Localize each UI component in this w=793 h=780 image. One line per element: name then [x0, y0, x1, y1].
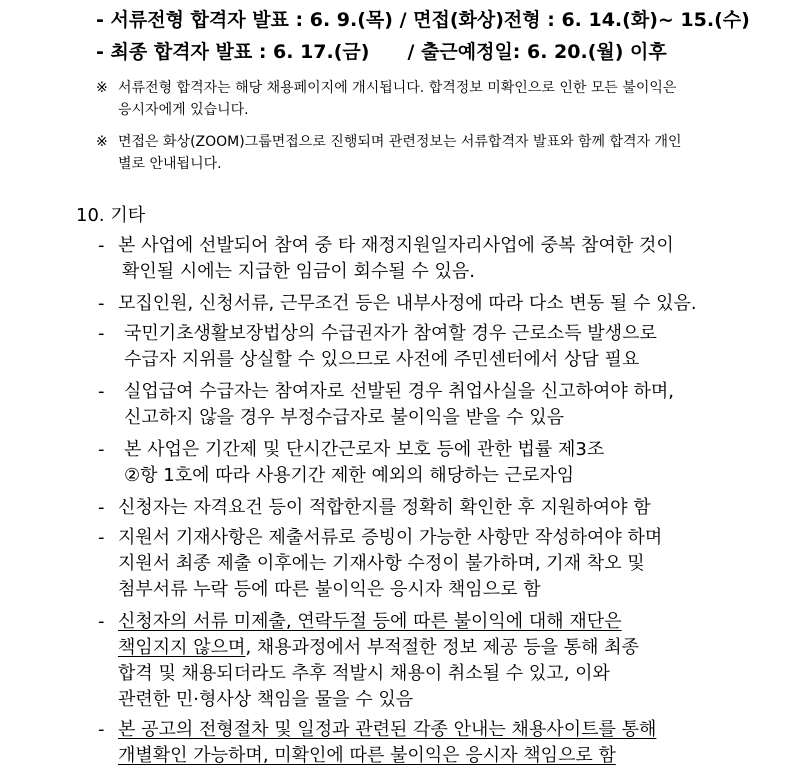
item-8-line-1: 신청자의 서류 미제출, 연락두절 등에 따른 불이익에 대해 재단은: [118, 611, 622, 632]
item-8-line-4: 관련한 민·형사상 책임을 물을 수 있음: [118, 689, 414, 710]
item-9-line-1: 본 공고의 전형절차 및 일정과 관련된 각종 안내는 채용사이트를 통해: [118, 719, 657, 740]
item-1-line-2: 확인될 시에는 지급한 임금이 회수될 수 있음.: [122, 261, 476, 282]
list-dash: -: [98, 497, 105, 518]
item-9-line-2: 개별확인 가능하며, 미확인에 따른 불이익은 응시자 책임으로 함: [118, 745, 616, 766]
item-7-line-1: 지원서 기재사항은 제출서류로 증빙이 가능한 사항만 작성하여야 하며: [118, 527, 663, 548]
item-1-line-1: 본 사업에 선발되어 참여 중 타 재정지원일자리사업에 중복 참여한 것이: [118, 235, 674, 256]
list-dash: -: [98, 611, 105, 632]
list-dash: -: [98, 293, 105, 314]
item-8-underlined-part: 책임지지 않으며: [118, 637, 246, 658]
list-dash: -: [98, 235, 105, 256]
item-7-line-3: 첨부서류 누락 등에 따른 불이익은 응시자 책임으로 함: [118, 579, 541, 600]
note-mark-1: ※: [96, 80, 108, 96]
item-5-line-1: 본 사업은 기간제 및 단시간근로자 보호 등에 관한 법률 제3조: [124, 439, 605, 460]
item-7-line-2: 지원서 최종 제출 이후에는 기재사항 수정이 불가하며, 기재 착오 및: [118, 553, 645, 574]
list-dash: -: [98, 439, 105, 460]
note-mark-2: ※: [96, 134, 108, 150]
list-dash: -: [98, 527, 105, 548]
item-8-rest: , 채용과정에서 부적절한 정보 제공 등을 통해 최종: [245, 637, 639, 658]
item-4-line-1: 실업급여 수급자는 참여자로 선발된 경우 취업사실을 신고하여야 하며,: [124, 381, 675, 402]
item-6-line-1: 신청자는 자격요건 등이 적합한지를 정확히 확인한 후 지원하여야 함: [118, 497, 651, 518]
item-2-line-1: 모집인원, 신청서류, 근무조건 등은 내부사정에 따라 다소 변동 될 수 있음.: [118, 293, 697, 314]
list-dash: -: [98, 323, 105, 344]
list-dash: -: [98, 381, 105, 402]
item-5-line-2: ②항 1호에 따라 사용기간 제한 예외의 해당하는 근로자임: [124, 465, 575, 486]
schedule-line-1: - 서류전형 합격자 발표 : 6. 9.(목) / 면접(화상)전형 : 6. 14.(화)~ 15.(수): [96, 9, 750, 31]
section-heading: 10. 기타: [76, 205, 146, 226]
note-2-line-2: 별로 안내됩니다.: [118, 156, 222, 172]
schedule-line-2: - 최종 합격자 발표 : 6. 17.(금) / 출근예정일: 6. 20.(월) 이후: [96, 41, 667, 63]
list-dash: -: [98, 719, 105, 740]
item-3-line-1: 국민기초생활보장법상의 수급권자가 참여할 경우 근로소득 발생으로: [124, 323, 657, 344]
item-8-line-2: [118, 636, 639, 660]
item-4-line-2: 신고하지 않을 경우 부정수급자로 불이익을 받을 수 있음: [124, 407, 564, 428]
note-2-line-1: 면접은 화상(ZOOM)그룹면접으로 진행되며 관련정보는 서류합격자 발표와 함께 합격자 개인: [118, 134, 682, 150]
note-1-line-2: 응시자에게 있습니다.: [118, 102, 249, 118]
item-8-line-3: 합격 및 채용되더라도 추후 적발시 채용이 취소될 수 있고, 이와: [118, 663, 610, 684]
note-1-line-1: 서류전형 합격자는 해당 채용페이지에 개시됩니다. 합격정보 미확인으로 인한 모든 불이익은: [118, 80, 677, 96]
item-3-line-2: 수급자 지위를 상실할 수 있으므로 사전에 주민센터에서 상담 필요: [124, 349, 640, 370]
